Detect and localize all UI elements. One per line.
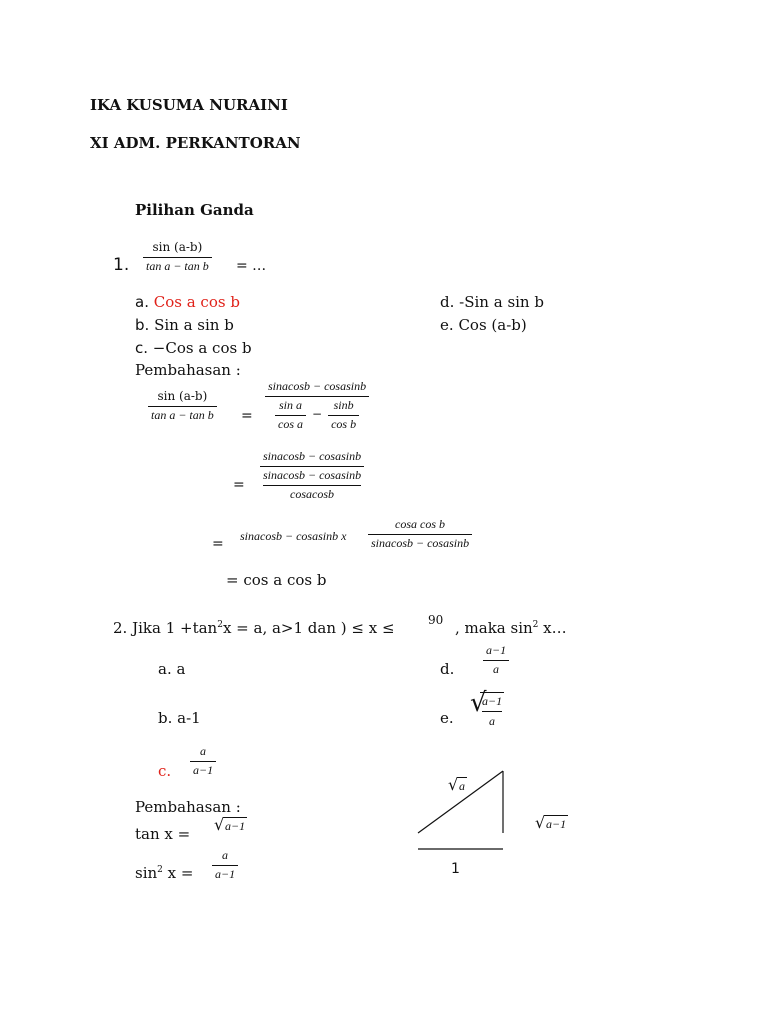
q1-option-a-text: Cos a cos b: [153, 293, 240, 311]
q1-step3-eq: =: [212, 536, 224, 552]
q1-result: = cos a cos b: [226, 571, 327, 589]
q1-sina-cosa: $\frac{\text{sin a}}{\text{cos a}}$: [275, 399, 306, 432]
q1-option-c: c. −Cos a cos b: [135, 339, 252, 357]
q2-tan-value: √ a−1: [214, 815, 246, 834]
q2-option-d-fraction: a−1 a: [483, 644, 509, 677]
q2-option-a: a. a: [158, 660, 186, 678]
q1-step3-fraction: cosa cos b sinacosb − cosasinb: [368, 518, 472, 551]
q2-option-c-fraction: a a−1: [190, 745, 216, 778]
q1-step2-eq: =: [233, 477, 245, 493]
q1-frac-num: sin (a-b): [152, 240, 203, 254]
q2-option-e-letter: e.: [440, 709, 454, 727]
q2-option-c-letter: c.: [158, 762, 172, 780]
q1-option-e: e. Cos (a-b): [440, 316, 527, 334]
q1-option-a: a. Cos a cos b: [135, 293, 240, 311]
q1-option-d: d. -Sin a sin b: [440, 293, 544, 311]
q2-option-d-letter: d.: [440, 660, 455, 678]
q1-step1-eq: =: [241, 408, 253, 424]
q1-pembahasan-label: Pembahasan :: [135, 361, 241, 379]
q2-option-b: b. a-1: [158, 709, 201, 727]
q2-pembahasan-label: Pembahasan :: [135, 798, 241, 816]
q1-frac-den: tan a − tan b: [146, 258, 209, 273]
q1-number: 1.: [113, 255, 130, 275]
student-name: IKA KUSUMA NURAINI: [90, 96, 288, 114]
q1-sinb-cosb: $\frac{\sin b}{\text{cos b}}$: [328, 399, 359, 432]
q1-step1-right: sinacosb − cosasinb $\frac{\text{sin a}}{\text{cos a}}$ − $\frac{\sin b}{\text{cos b}}$: [265, 380, 369, 431]
q1-step3-left: sinacosb − cosasinb x: [240, 529, 347, 543]
q1-suffix: = …: [236, 258, 267, 274]
triangle-base-label: 1: [451, 861, 460, 877]
q1-option-b: b. Sin a sin b: [135, 316, 234, 334]
triangle-side-label: √ a−1: [535, 813, 567, 832]
student-class: XI ADM. PERKANTORAN: [90, 134, 301, 152]
q2-sin-label: $\sin^2 x$ =: [135, 864, 194, 882]
q2-ninety: 90: [428, 613, 444, 627]
q2-question-end: , maka $\sin^2$ x…: [455, 619, 567, 637]
triangle-hyp-label: √ a: [448, 775, 465, 794]
q2-tan-label: tan x =: [135, 825, 191, 843]
q1-fraction: [143, 241, 212, 274]
q1-step2-fraction: sinacosb − cosasinb sinacosb − cosasinb cosacosb: [260, 450, 364, 501]
q2-option-e-sqrt: √ $\frac{a-1}{a}$: [470, 688, 503, 728]
q2-question: 2. Jika $1 +\tan^2x = a$, a>1 dan ) ≤ x ≤: [113, 619, 395, 637]
section-title: Pilihan Ganda: [135, 201, 254, 219]
q2-sin-fraction: a a−1: [212, 849, 238, 882]
q1-step1-left: sin (a-b) tan a − tan b: [148, 390, 217, 423]
